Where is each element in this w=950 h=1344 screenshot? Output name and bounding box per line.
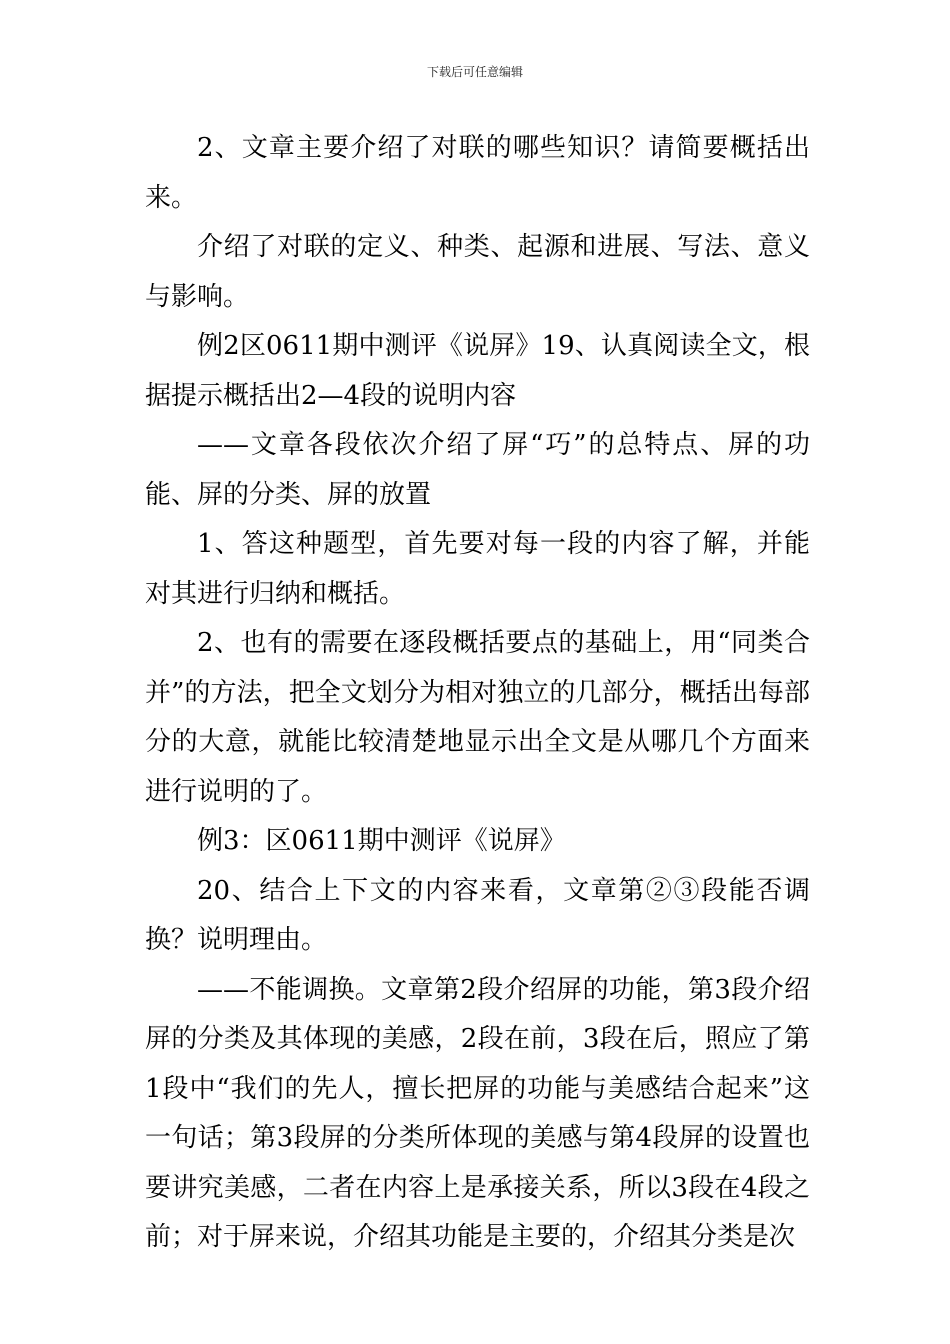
document-body (145, 124, 810, 1263)
paragraph-example-3: 例3：区0611期中测评《说屏》 (197, 826, 566, 856)
paragraph-example-2-answer: ——文章各段依次介绍了屏“巧”的总特点、屏的功能、屏的分类、屏的放置 (145, 430, 810, 510)
paragraph-question-20: 20、结合上下文的内容来看，文章第②③段能否调换？说明理由。 (145, 875, 810, 955)
page-header: 下载后可任意编辑 (426, 65, 523, 79)
paragraph-answer-2: 介绍了对联的定义、种类、起源和进展、写法、意义与影响。 (145, 232, 810, 312)
paragraph-tip-2: 2、也有的需要在逐段概括要点的基础上，用“同类合并”的方法，把全文划分为相对独立的几部分，概括出每部分的大意，就能比较清楚地显示出全文是从哪几个方面来进行说明的了。 (145, 628, 810, 807)
paragraph-question-2: 2、文章主要介绍了对联的哪些知识？请简要概括出来。 (145, 133, 810, 213)
paragraph-tip-1: 1、答这种题型，首先要对每一段的内容了解，并能对其进行归纳和概括。 (145, 529, 810, 609)
paragraph-example-2: 例2区0611期中测评《说屏》19、认真阅读全文，根据提示概括出2—4段的说明内容 (145, 331, 810, 411)
paragraph-answer-20: ——不能调换。文章第2段介绍屏的功能，第3段介绍屏的分类及其体现的美感，2段在前，3段在后，照应了第1段中“我们的先人，擅长把屏的功能与美感结合起来”这一句话；第3段屏的分类所体现的美感与第4段屏的设置也要讲究美感，二者在内容上是承接关系，所以3段在4段之前；对于屏来说，介绍其功能是主要的，介绍其分类是次 (145, 974, 810, 1252)
